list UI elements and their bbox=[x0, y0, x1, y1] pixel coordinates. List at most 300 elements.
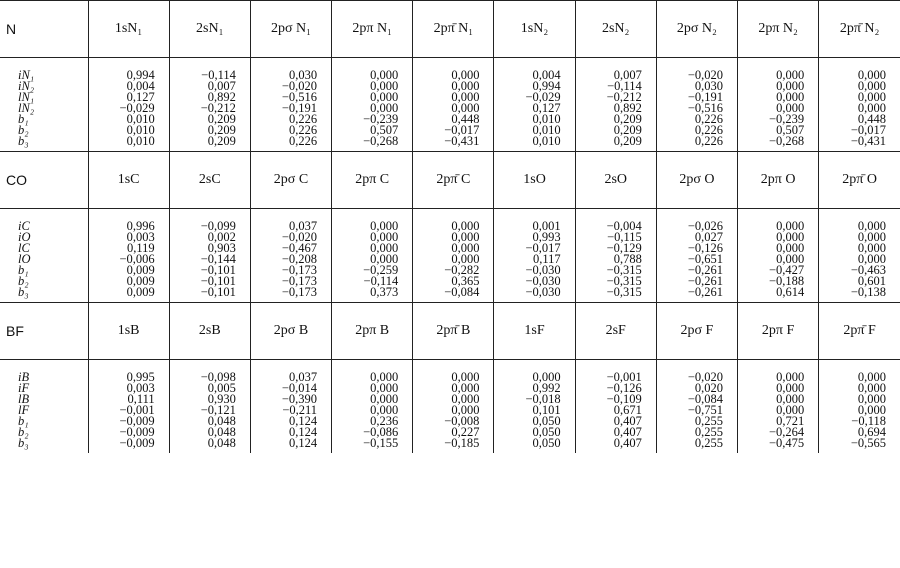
table-cell: 0,000 bbox=[857, 403, 886, 417]
value-column bbox=[494, 372, 575, 453]
table-cell: 0,000 bbox=[370, 230, 399, 244]
table-cell: 0,000 bbox=[451, 403, 480, 417]
table-cell: 0,000 bbox=[451, 252, 480, 266]
column-header: 1sN₁ bbox=[88, 1, 169, 58]
table-cell: −0,431 bbox=[850, 134, 886, 148]
table-cell: 0,009 bbox=[126, 274, 155, 288]
table-cell: 0,373 bbox=[370, 285, 399, 299]
table-cell: −0,017 bbox=[525, 241, 561, 255]
table-cell: 0,007 bbox=[613, 68, 642, 82]
value-column bbox=[413, 372, 494, 453]
table-cell: 0,010 bbox=[532, 134, 561, 148]
row-label: b₃ bbox=[18, 436, 29, 450]
table-cell: −0,390 bbox=[281, 392, 318, 406]
column-header: 2pπ O bbox=[738, 152, 819, 209]
table-cell: −0,516 bbox=[687, 101, 723, 115]
section-values-row bbox=[0, 221, 900, 303]
row-label: iN₂ bbox=[18, 79, 35, 93]
table-cell: 0,694 bbox=[857, 425, 886, 439]
column-header: 2sO bbox=[575, 152, 656, 209]
table-cell: 0,365 bbox=[451, 274, 480, 288]
table-cell: 0,507 bbox=[370, 123, 399, 137]
table-cell: −0,001 bbox=[119, 403, 155, 417]
table-cell: −0,084 bbox=[687, 392, 723, 406]
table-cell: −0,020 bbox=[687, 370, 723, 384]
table-cell: −0,173 bbox=[281, 263, 318, 277]
column-header: 2pπ B bbox=[332, 303, 413, 360]
table-cell: 0,002 bbox=[207, 230, 236, 244]
table-cell: 0,000 bbox=[370, 68, 399, 82]
table-cell: 0,117 bbox=[532, 252, 561, 266]
table-cell: −0,101 bbox=[200, 285, 236, 299]
table-cell: −0,259 bbox=[363, 263, 399, 277]
section-values-row bbox=[0, 70, 900, 152]
table-cell: −0,516 bbox=[281, 90, 318, 104]
table-cell: 0,004 bbox=[126, 79, 155, 93]
row-label: b₁ bbox=[18, 263, 29, 277]
table-cell: 0,050 bbox=[532, 436, 561, 450]
table-cell: −0,026 bbox=[687, 219, 723, 233]
table-cell: 0,000 bbox=[451, 392, 480, 406]
row-label: lN₂ bbox=[18, 101, 35, 115]
table-cell: 0,209 bbox=[207, 112, 236, 126]
molecule-label: N bbox=[0, 1, 88, 58]
table-cell: −0,009 bbox=[119, 414, 155, 428]
table-cell: −0,282 bbox=[444, 263, 480, 277]
table-cell: 0,020 bbox=[694, 381, 723, 395]
table-cell: 0,407 bbox=[613, 425, 642, 439]
table-cell: 0,000 bbox=[451, 370, 480, 384]
table-cell: 0,048 bbox=[207, 436, 236, 450]
orbital-labels bbox=[0, 221, 88, 303]
table-cell: 0,892 bbox=[613, 101, 642, 115]
value-column bbox=[250, 221, 331, 303]
section-header-row bbox=[0, 303, 900, 360]
row-label: lF bbox=[18, 403, 30, 417]
table-cell: 0,119 bbox=[127, 241, 155, 255]
table-cell: −0,261 bbox=[687, 263, 723, 277]
table-cell: 0,004 bbox=[532, 68, 561, 82]
table-cell: 0,009 bbox=[126, 285, 155, 299]
table-cell: 0,614 bbox=[776, 285, 805, 299]
table-cell: 0,127 bbox=[126, 90, 155, 104]
table-cell: 0,037 bbox=[288, 219, 318, 233]
table-cell: −0,029 bbox=[525, 90, 561, 104]
table-cell: −0,009 bbox=[119, 436, 155, 450]
row-label: b₂ bbox=[18, 274, 29, 288]
value-column bbox=[169, 372, 250, 453]
value-column bbox=[656, 221, 737, 303]
table-cell: −0,109 bbox=[606, 392, 642, 406]
table-cell: −0,030 bbox=[525, 274, 561, 288]
row-label: b₁ bbox=[18, 112, 29, 126]
table-cell: 0,000 bbox=[370, 252, 399, 266]
column-header: 2sF bbox=[575, 303, 656, 360]
column-header: 2pσ F bbox=[656, 303, 737, 360]
table-cell: 0,000 bbox=[451, 79, 480, 93]
table-cell: 0,000 bbox=[857, 230, 886, 244]
table-cell: 0,000 bbox=[451, 241, 480, 255]
column-header: 2pπ̄ N₂ bbox=[819, 1, 900, 58]
table-cell: −0,208 bbox=[281, 252, 318, 266]
row-label: b₃ bbox=[18, 285, 29, 299]
table-cell: 0,048 bbox=[207, 425, 236, 439]
table-cell: −0,017 bbox=[444, 123, 480, 137]
table-cell: 0,226 bbox=[288, 134, 318, 148]
table-cell: −0,212 bbox=[606, 90, 642, 104]
table-cell: 0,000 bbox=[370, 101, 399, 115]
table-cell: −0,121 bbox=[200, 403, 236, 417]
column-header: 2pπ N₂ bbox=[738, 1, 819, 58]
row-label: b₃ bbox=[18, 134, 29, 148]
molecule-label: BF bbox=[0, 303, 88, 360]
table-cell: −0,261 bbox=[687, 285, 723, 299]
row-label: iC bbox=[18, 219, 30, 233]
table-cell: 0,111 bbox=[127, 392, 155, 406]
value-column bbox=[250, 70, 331, 152]
table-cell: 0,000 bbox=[776, 101, 805, 115]
table-cell: −0,173 bbox=[281, 274, 318, 288]
table-cell: −0,018 bbox=[525, 392, 561, 406]
table-cell: 0,994 bbox=[532, 79, 561, 93]
table-cell: 0,000 bbox=[857, 79, 886, 93]
table-cell: 0,007 bbox=[207, 79, 236, 93]
table-cell: −0,129 bbox=[606, 241, 642, 255]
table-cell: 0,000 bbox=[776, 370, 805, 384]
table-cell: −0,126 bbox=[687, 241, 723, 255]
table-cell: 0,030 bbox=[288, 68, 318, 82]
table-cell: 0,050 bbox=[532, 425, 561, 439]
table-cell: 0,255 bbox=[694, 425, 723, 439]
table-cell: 0,001 bbox=[532, 219, 561, 233]
table-cell: 0,000 bbox=[857, 370, 886, 384]
table-cell: −0,006 bbox=[119, 252, 155, 266]
value-column bbox=[169, 221, 250, 303]
value-column bbox=[88, 221, 169, 303]
table-cell: 0,000 bbox=[857, 381, 886, 395]
table-cell: 0,000 bbox=[451, 381, 480, 395]
table-cell: 0,209 bbox=[207, 123, 236, 137]
table-cell: 0,000 bbox=[857, 68, 886, 82]
table-cell: −0,098 bbox=[200, 370, 236, 384]
orbital-labels bbox=[0, 70, 88, 152]
table-cell: −0,001 bbox=[606, 370, 642, 384]
value-column bbox=[575, 372, 656, 453]
table-cell: 0,000 bbox=[857, 101, 886, 115]
column-header: 2pπ̄ N₁ bbox=[413, 1, 494, 58]
section-values-row bbox=[0, 372, 900, 453]
table-cell: −0,030 bbox=[525, 263, 561, 277]
section-header-row bbox=[0, 1, 900, 58]
table-cell: −0,114 bbox=[607, 79, 642, 93]
table-cell: 0,407 bbox=[613, 436, 642, 450]
value-column bbox=[332, 70, 413, 152]
table-cell: 0,226 bbox=[288, 112, 318, 126]
table-cell: 0,010 bbox=[126, 134, 155, 148]
table-cell: 0,227 bbox=[451, 425, 480, 439]
table-cell: 0,000 bbox=[776, 79, 805, 93]
column-header: 1sB bbox=[88, 303, 169, 360]
row-label: b₂ bbox=[18, 123, 29, 137]
table-cell: 0,209 bbox=[207, 134, 236, 148]
table-cell: −0,017 bbox=[850, 123, 886, 137]
table-cell: 0,000 bbox=[370, 90, 399, 104]
row-label: b₂ bbox=[18, 425, 29, 439]
table-cell: 0,930 bbox=[207, 392, 236, 406]
column-header: 2pσ C bbox=[250, 152, 331, 209]
table-cell: 0,996 bbox=[126, 219, 155, 233]
value-column bbox=[250, 372, 331, 453]
value-column bbox=[88, 70, 169, 152]
column-header: 2pπ̄ O bbox=[819, 152, 900, 209]
table-cell: −0,004 bbox=[606, 219, 642, 233]
column-header: 2pσ O bbox=[656, 152, 737, 209]
table-cell: 0,010 bbox=[126, 123, 155, 137]
table-cell: 0,000 bbox=[370, 241, 399, 255]
table-cell: 0,209 bbox=[613, 112, 642, 126]
table-cell: −0,101 bbox=[200, 274, 236, 288]
table-cell: −0,264 bbox=[769, 425, 805, 439]
column-header: 2pπ̄ B bbox=[413, 303, 494, 360]
table-cell: −0,114 bbox=[363, 274, 399, 288]
table-cell: −0,475 bbox=[769, 436, 805, 450]
table-cell: 0,788 bbox=[613, 252, 642, 266]
table-cell: −0,014 bbox=[281, 381, 318, 395]
table-cell: 0,000 bbox=[776, 392, 805, 406]
table-cell: 0,000 bbox=[370, 370, 399, 384]
table-cell: 0,000 bbox=[370, 403, 399, 417]
table-cell: 0,037 bbox=[288, 370, 318, 384]
table-cell: 0,000 bbox=[776, 219, 805, 233]
table-cell: −0,463 bbox=[850, 263, 886, 277]
table-cell: 0,000 bbox=[857, 241, 886, 255]
table-cell: −0,467 bbox=[281, 241, 318, 255]
table-cell: −0,126 bbox=[606, 381, 642, 395]
table-cell: 0,255 bbox=[694, 436, 723, 450]
row-label: iN₁ bbox=[18, 68, 35, 82]
value-column bbox=[494, 221, 575, 303]
table-cell: −0,009 bbox=[119, 425, 155, 439]
table-cell: 0,407 bbox=[613, 414, 642, 428]
table-cell: −0,268 bbox=[769, 134, 805, 148]
column-header: 1sO bbox=[494, 152, 575, 209]
table-cell: −0,115 bbox=[607, 230, 642, 244]
value-column bbox=[738, 372, 819, 453]
table-cell: 0,009 bbox=[126, 263, 155, 277]
table-cell: −0,020 bbox=[687, 68, 723, 82]
table-cell: 0,048 bbox=[207, 414, 236, 428]
table-cell: −0,431 bbox=[444, 134, 480, 148]
value-column bbox=[738, 70, 819, 152]
table-cell: −0,008 bbox=[444, 414, 480, 428]
table-cell: −0,118 bbox=[851, 414, 886, 428]
table-cell: −0,173 bbox=[281, 285, 318, 299]
table-cell: −0,239 bbox=[363, 112, 399, 126]
table-cell: 0,000 bbox=[776, 381, 805, 395]
table-cell: −0,188 bbox=[769, 274, 805, 288]
table-cell: 0,000 bbox=[451, 68, 480, 82]
table-cell: −0,138 bbox=[850, 285, 886, 299]
row-label: lO bbox=[18, 252, 31, 266]
column-header: 2pσ N₁ bbox=[250, 1, 331, 58]
column-header: 2pσ N₂ bbox=[656, 1, 737, 58]
row-label: lN₁ bbox=[18, 90, 35, 104]
table-cell: 0,000 bbox=[370, 219, 399, 233]
table-cell: 0,003 bbox=[126, 230, 155, 244]
table-cell: 0,000 bbox=[776, 403, 805, 417]
column-header: 2pσ B bbox=[250, 303, 331, 360]
table-cell: 0,994 bbox=[126, 68, 155, 82]
table-cell: −0,261 bbox=[687, 274, 723, 288]
value-column bbox=[88, 372, 169, 453]
table-cell: 0,003 bbox=[126, 381, 155, 395]
column-header: 2pπ F bbox=[738, 303, 819, 360]
table-cell: −0,020 bbox=[281, 230, 318, 244]
table-cell: 0,010 bbox=[126, 112, 155, 126]
table-cell: −0,211 bbox=[282, 403, 318, 417]
table-cell: −0,084 bbox=[444, 285, 480, 299]
table-cell: 0,000 bbox=[857, 90, 886, 104]
table-cell: 0,000 bbox=[776, 68, 805, 82]
value-column bbox=[575, 70, 656, 152]
value-column bbox=[169, 70, 250, 152]
table-cell: −0,751 bbox=[687, 403, 723, 417]
value-column bbox=[656, 372, 737, 453]
column-header: 1sN₂ bbox=[494, 1, 575, 58]
table-cell: 0,000 bbox=[857, 252, 886, 266]
table-cell: 0,226 bbox=[694, 123, 723, 137]
row-label: iF bbox=[18, 381, 30, 395]
table-cell: 0,000 bbox=[857, 392, 886, 406]
column-header: 2sN₁ bbox=[169, 1, 250, 58]
value-column bbox=[738, 221, 819, 303]
table-cell: 0,995 bbox=[126, 370, 155, 384]
table-cell: 0,226 bbox=[694, 134, 723, 148]
value-column bbox=[575, 221, 656, 303]
table-cell: 0,226 bbox=[694, 112, 723, 126]
column-header: 2pπ N₁ bbox=[332, 1, 413, 58]
value-column bbox=[656, 70, 737, 152]
table-cell: −0,101 bbox=[200, 263, 236, 277]
table-cell: 0,892 bbox=[207, 90, 236, 104]
table-cell: 0,000 bbox=[451, 101, 480, 115]
table-cell: 0,000 bbox=[532, 370, 561, 384]
table-cell: 0,507 bbox=[776, 123, 805, 137]
row-label: lC bbox=[18, 241, 30, 255]
table-cell: 0,000 bbox=[776, 252, 805, 266]
value-column bbox=[494, 70, 575, 152]
table-cell: 0,010 bbox=[532, 123, 561, 137]
table-cell: −0,155 bbox=[363, 436, 399, 450]
table-cell: −0,020 bbox=[281, 79, 318, 93]
table-cell: 0,671 bbox=[613, 403, 642, 417]
table-cell: 0,209 bbox=[613, 123, 642, 137]
table-cell: −0,114 bbox=[201, 68, 236, 82]
section-header-row bbox=[0, 152, 900, 209]
table-cell: 0,000 bbox=[776, 241, 805, 255]
table-cell: 0,000 bbox=[776, 230, 805, 244]
table-cell: 0,000 bbox=[451, 219, 480, 233]
value-column bbox=[332, 221, 413, 303]
table-cell: 0,000 bbox=[370, 79, 399, 93]
table-cell: 0,601 bbox=[857, 274, 886, 288]
table-cell: 0,010 bbox=[532, 112, 561, 126]
table-cell: 0,050 bbox=[532, 414, 561, 428]
table-cell: 0,992 bbox=[532, 381, 561, 395]
table-cell: −0,191 bbox=[687, 90, 723, 104]
column-header: 1sC bbox=[88, 152, 169, 209]
table-cell: 0,027 bbox=[694, 230, 723, 244]
table-cell: −0,029 bbox=[119, 101, 155, 115]
value-column bbox=[413, 70, 494, 152]
column-header: 2sB bbox=[169, 303, 250, 360]
table-cell: −0,651 bbox=[687, 252, 723, 266]
table-cell: 0,030 bbox=[694, 79, 723, 93]
table-cell: 0,000 bbox=[857, 219, 886, 233]
column-header: 1sF bbox=[494, 303, 575, 360]
table-cell: 0,255 bbox=[694, 414, 723, 428]
table-cell: 0,721 bbox=[776, 414, 805, 428]
value-column bbox=[819, 221, 900, 303]
column-header: 2pπ̄ F bbox=[819, 303, 900, 360]
value-column bbox=[819, 70, 900, 152]
table-cell: 0,209 bbox=[613, 134, 642, 148]
column-header: 2pπ C bbox=[332, 152, 413, 209]
column-header: 2pπ̄ C bbox=[413, 152, 494, 209]
table-cell: 0,000 bbox=[451, 90, 480, 104]
table-cell: −0,185 bbox=[444, 436, 480, 450]
table-cell: 0,000 bbox=[776, 90, 805, 104]
table-cell: 0,903 bbox=[207, 241, 236, 255]
table-cell: −0,191 bbox=[281, 101, 318, 115]
row-label: iO bbox=[18, 230, 31, 244]
orbital-labels bbox=[0, 372, 88, 453]
table-cell: 0,000 bbox=[451, 230, 480, 244]
table-cell: −0,086 bbox=[363, 425, 399, 439]
table-cell: −0,315 bbox=[606, 285, 642, 299]
table-cell: −0,030 bbox=[525, 285, 561, 299]
value-column bbox=[819, 372, 900, 453]
table-cell: 0,005 bbox=[207, 381, 236, 395]
table-cell: −0,239 bbox=[769, 112, 805, 126]
table-cell: 0,000 bbox=[370, 381, 399, 395]
table-cell: −0,144 bbox=[200, 252, 236, 266]
table-cell: −0,315 bbox=[606, 263, 642, 277]
table-cell: −0,315 bbox=[606, 274, 642, 288]
table-cell: 0,993 bbox=[532, 230, 561, 244]
table-cell: 0,124 bbox=[288, 436, 318, 450]
table-cell: 0,236 bbox=[370, 414, 399, 428]
table-cell: 0,448 bbox=[857, 112, 886, 126]
molecule-label: CO bbox=[0, 152, 88, 209]
table-cell: −0,268 bbox=[363, 134, 399, 148]
table-cell: 0,448 bbox=[451, 112, 480, 126]
table-cell: 0,226 bbox=[288, 123, 318, 137]
value-column bbox=[413, 221, 494, 303]
table-cell: −0,565 bbox=[850, 436, 886, 450]
row-label: b₁ bbox=[18, 414, 29, 428]
table-cell: 0,101 bbox=[532, 403, 561, 417]
row-label: lB bbox=[18, 392, 30, 406]
table-cell: −0,099 bbox=[200, 219, 236, 233]
table-cell: 0,124 bbox=[288, 425, 318, 439]
column-header: 2sC bbox=[169, 152, 250, 209]
table-cell: −0,212 bbox=[200, 101, 236, 115]
table-cell: −0,427 bbox=[769, 263, 805, 277]
column-header: 2sN₂ bbox=[575, 1, 656, 58]
table-cell: 0,127 bbox=[532, 101, 561, 115]
table-cell: 0,000 bbox=[370, 392, 399, 406]
